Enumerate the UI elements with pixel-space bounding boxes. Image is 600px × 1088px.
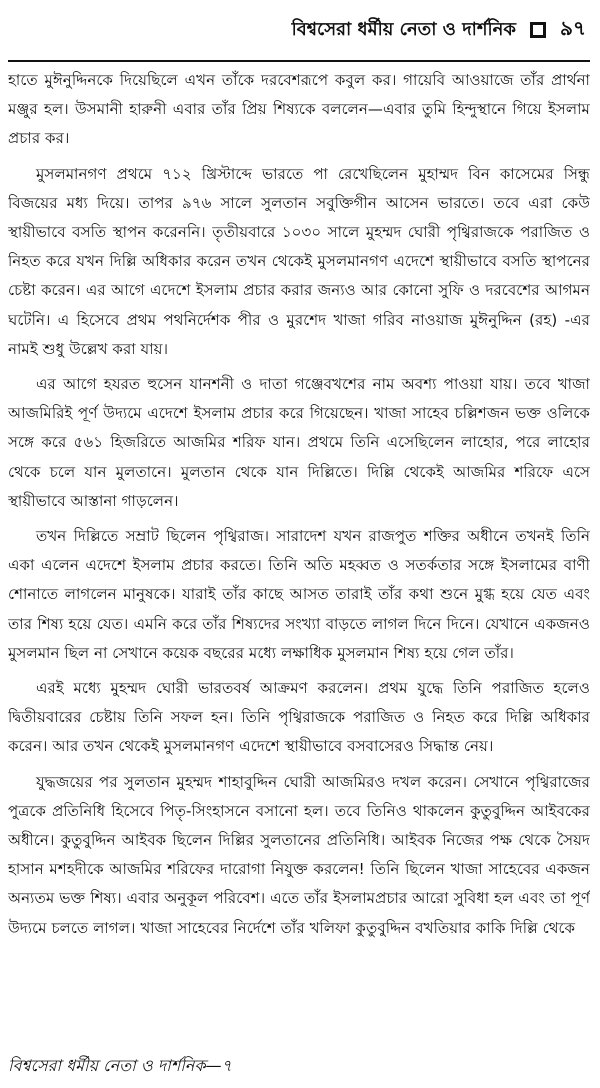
book-title: বিশ্বসেরা ধর্মীয় নেতা ও দার্শনিক xyxy=(291,18,517,40)
paragraph: মুসলমানগণ প্রথমে ৭১২ খ্রিস্টাব্দে ভারতে পা রেখেছিলেন মুহাম্মদ বিন কাসেমের সিন্ধু বিজয়ের মধ্য দিয়ে। তাপর ৯৭৬ সালে সুলতান সবুক্তিগীন আসেন ভারতে। তবে এরা কেউ স্থায়ীভাবে বসতি স্থাপন করেননি। তৃতীয়বারে ১০৩০ সালে মুহম্মদ ঘোরী পৃথ্বিরাজকে পরাজিত ও নিহত করে যখন দিল্লি অধিকার করেন তখন থেকেই মুসলমানগণ এদেশে স্থায়ীভাবে বসতি স্থাপনের চেষ্টা করেন। এর আগে এদেশে ইসলাম প্রচার করার জন্যও আর কোনো সুফি ও দরবেশের আগমন ঘটেনি। এ হিসেবে প্রথম পথনির্দেশক পীর ও মুরশেদ খাজা গরিব নাওয়াজ মুঈনুদ্দিন (রহ) -এর নামই শুধু উল্লেখ করা যায়। xyxy=(8,164,590,358)
paragraph: হাতে মুঈনুদ্দিনকে দিয়েছিলে এখন তাঁকে দরবেশরূপে কবুল কর। গায়েবি আওয়াজে তাঁর প্রার্থনা মঞ্জুর হল। উসমানী হারুনী এবার তাঁর প্রিয় শিষ্যকে বললেন—এবার তুমি হিন্দুস্থানে গিয়ে ইসলাম প্রচার কর। xyxy=(8,71,590,148)
signature-footer: বিশ্বসেরা ধর্মীয় নেতা ও দার্শনিক—৭ xyxy=(8,1056,232,1075)
square-ornament-icon xyxy=(530,22,546,38)
paragraph: এর আগে হযরত হুসেন যানশনী ও দাতা গঞ্জেবখশের নাম অবশ্য পাওয়া যায়। তবে খাজা আজমিরিই পূর্ণ উদ্যমে এদেশে ইসলাম প্রচার করে গিয়েছেন। খাজা সাহেব চল্লিশজন ভক্ত ওলিকে সঙ্গে করে ৫৬১ হিজরিতে আজমির শরিফ যান। প্রথমে তিনি এসেছিলেন লাহোর, পরে লাহোর থেকে চলে যান মুলতানে। মুলতান থেকে যান দিল্লিতে। দিল্লি থেকেই আজমির শরিফে এসে স্থায়ীভাবে আস্তানা গাড়লেন। xyxy=(8,375,590,510)
running-header xyxy=(8,0,590,62)
paragraph: যুদ্ধজয়ের পর সুলতান মুহম্মদ শাহাবুদ্দিন ঘোরী আজমিরও দখল করেন। সেখানে পৃথ্বিরাজের পুত্রকে প্রতিনিধি হিসেবে পিতৃ-সিংহাসনে বসানো হল। তবে তিনিও থাকলেন কুতুবুদ্দিন আইবকের অধীনে। কুতুবুদ্দিন আইবক ছিলেন দিল্লির সুলতানের প্রতিনিধি। আইবক নিজের পক্ষ থেকে সৈয়দ হাসান মশহদীকে আজমির শরিফের দারোগা নিযুক্ত করলেন! তিনি ছিলেন খাজা সাহেবের একজন অন্যতম ভক্ত শিষ্য। এবার অনুকূল পরিবেশ। এতে তাঁর ইসলামপ্রচার আরো সুবিধা হল এবং তা পূর্ণ উদ্যমে চলতে লাগল। খাজা সাহেবের নির্দেশে তাঁর খলিফা কুতুবুদ্দিন বখতিয়ার কাকি দিল্লি থেকে xyxy=(8,772,590,937)
paragraph: এরই মধ্যে মুহম্মদ ঘোরী ভারতবর্ষ আক্রমণ করলেন। প্রথম যুদ্ধে তিনি পরাজিত হলেও দ্বিতীয়বারের চেষ্টায় তিনি সফল হন। তিনি পৃথ্বিরাজকে পরাজিত ও নিহত করে দিল্লি অধিকার করেন। আর তখন থেকেই মুসলমানগণ এদেশে স্থায়ীভাবে বসবাসেরও সিদ্ধান্ত নেয়। xyxy=(8,679,590,756)
body-text xyxy=(8,66,590,1048)
paragraph: তখন দিল্লিতে সম্রাট ছিলেন পৃথ্বিরাজ। সারাদেশ যখন রাজপুত শক্তির অধীনে তখনই তিনি একা এলেন এদেশে ইসলাম প্রচার করতে। তিনি অতি মহব্বত ও সতর্কতার সঙ্গে ইসলামের বাণী শোনাতে লাগলেন মানুষকে। যারাই তাঁর কাছে আসত তারাই তাঁর কথা শুনে মুগ্ধ হয়ে যেত এবং তার শিষ্য হয়ে যেত। এমনি করে তাঁর শিষ্যদের সংখ্যা বাড়তে লাগল দিনে দিনে। যেখানে একজনও মুসলমান ছিল না সেখানে কয়েক বছরের মধ্যে লক্ষাধিক মুসলমান শিষ্য হয়ে গেল তাঁর। xyxy=(8,527,590,662)
page-number: ৯৭ xyxy=(560,15,586,40)
